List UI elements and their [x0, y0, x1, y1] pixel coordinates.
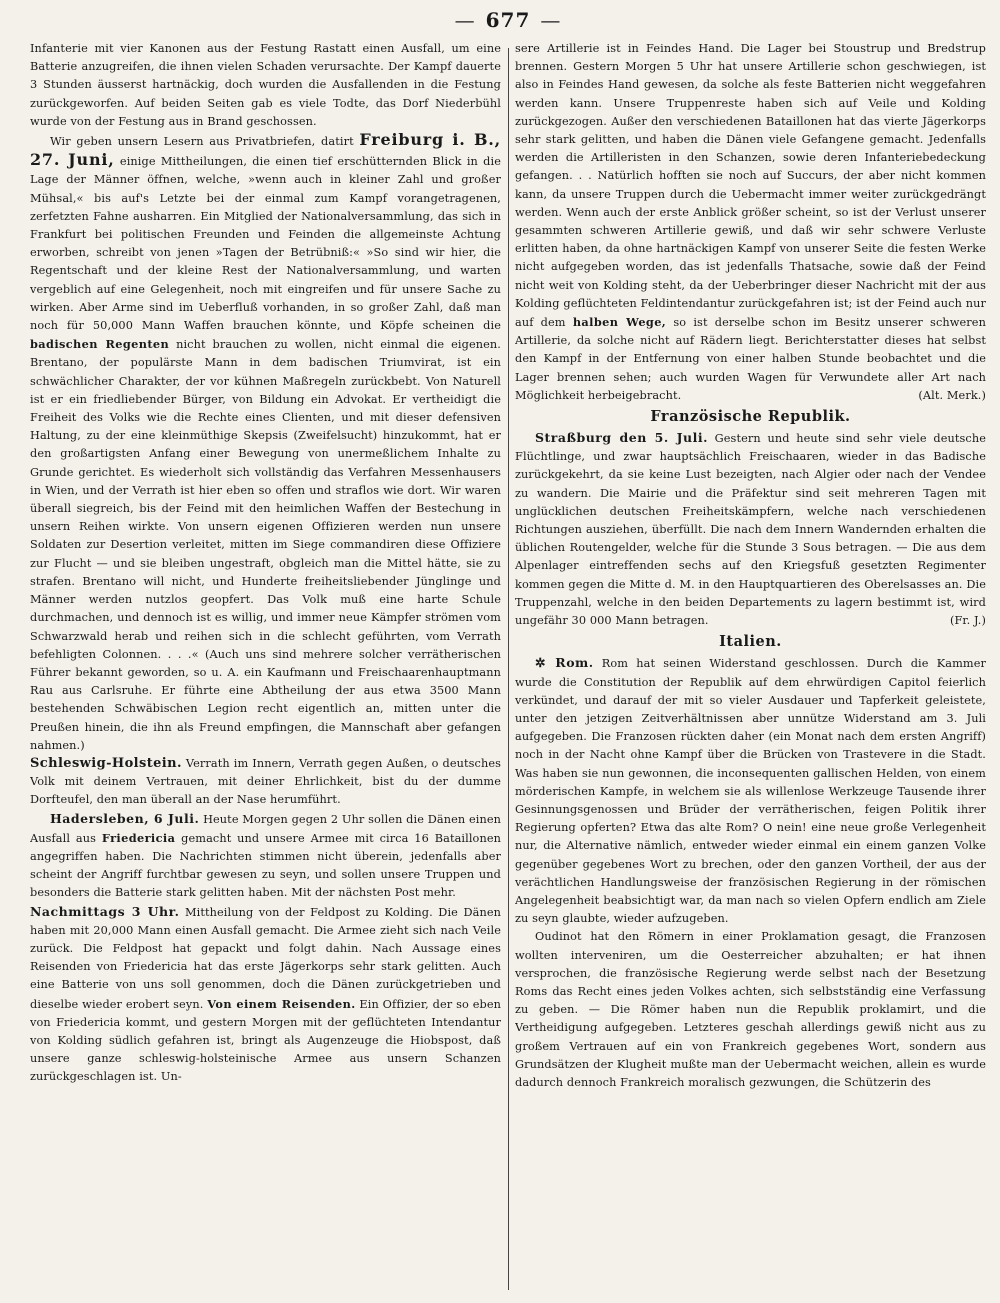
article-hadersleben-text-a: Heute Morgen gegen 2 Uhr sollen die Dänen einen Ausfall aus: [30, 812, 501, 845]
article-nachmittags-text-a: Mittheilung von der Feldpost zu Kolding. Die Dänen haben mit 20,000 Mann einen Ausfall gemacht. Die Armee zieht sich nach Veile zurück. Die Feldpost hat gepackt und folgt dahin. Nach Aussage eines Reisenden von Friedericia hat das erste Jägerkorps sehr stark gelitten. Auch eine Batterie von uns soll genommen, doch die Dänen zurückgetrieben und dieselbe wieder erobert seyn.: [30, 905, 501, 1011]
emphasis-halben-wege: halben Wege,: [572, 315, 667, 330]
right-column: [515, 40, 986, 1290]
section-heading-franzoesische-republik: Französische Republik.: [650, 408, 851, 426]
article-rom: [515, 654, 986, 928]
source-fr-j: (Fr. J.): [949, 614, 986, 628]
article-oudinot: Oudinot hat den Römern in einer Proklamation gesagt, die Franzosen wollten interveniren, um die Oesterreicher abzuhalten; er hat ihnen versprochen, die französische Regierung werde selbst nach der Besetzung Roms das Recht eines jeden Volkes achten, sich selbstständig eine Verfassung zu geben. — Die Römer haben nun die Republik proklamirt, und die Vertheidigung aufgegeben. Letzteres geschah allerdings gewiß nicht aus zu großem Vertrauen auf ein von Frankreich gegebenes Wort, sondern aus Grundsätzen der Klugheit mußte man der Uebermacht weichen, allein es wurde dadurch dennoch Frankreich moralisch gezwungen, die Schützerin des: [515, 930, 986, 1089]
page-header: [30, 0, 986, 40]
article-schanzen-continued: [515, 40, 986, 405]
page-number: 677: [485, 8, 531, 32]
article-strassburg: [515, 429, 986, 630]
dateline-strassburg: Straßburg den 5. Juli.: [535, 430, 708, 446]
article-freiburg: [30, 131, 501, 755]
article-schanzen-text-b: so ist derselbe schon im Besitz unserer schweren Artillerie, da solche nicht auf Rädern liegt. Berichterstatter dieses hat selbst den Kampf in der Entfernung von einer halben Stunde beobachtet und die Lager brennen sehen; auch wurden Wagen für Verwundete aller Art nach Möglichkeit herbeigebracht.: [515, 316, 986, 402]
article-nachmittags-text-b: Ein Offizier, der so eben von Friedericia kommt, und gestern Morgen mit der geflüchteten Intendantur von Kolding südlich gefahren ist, bringt als Augenzeuge die Hiobspost, daß unsere ganze schleswig-holsteinische Armee aus unsern Schanzen zurückgeschlagen ist. Un-: [30, 997, 501, 1084]
article-freiburg-text-b: nicht brauchen zu wollen, nicht einmal die eigenen. Brentano, der populärste Mann in dem badischen Triumvirat, ist ein schwächlicher Charakter, der vor kühnen Maßregeln zurückbebt. Von Naturell ist er ein friedliebender Bürger, von Bildung ein Advokat. Er vertheidigt die Freiheit des Volks wie die Rechte eines Clienten, und mit dieser defensiven Haltung, zu der eine kleinmüthige Skepsis (Zweifelsucht) hinzukommt, hat er den großartigsten Anfang einer Bewegung von unermeßlichem Inhalte zu Grunde gerichtet. Es wiederholt sich vollständig das Verfahren Messenhausers in Wien, und der Verrath ist hier eben so offen und straflos wie dort. Wir waren überall siegreich, bis der Feind mit den heimlichen Waffen der Bestechung in unsern Reihen wirkte. Von unsern eigenen Offizieren werden nun unsere Soldaten zur Desertion verleitet, mitten im Siege commandiren diese Offiziere zur Flucht — und sie bleiben ungestraft, obgleich man die Mittel hätte, sie zu strafen. Brentano will nicht, und Hunderte freiheitsliebender Jünglinge und Männer werden nutzlos geopfert. Das Volk muß eine harte Schule durchmachen, und dennoch ist es willig, und immer neue Kämpfer strömen vom Schwarzwald herab und reihen sich in die schlecht geführten, vom Verrath befehligten Colonnen. . . .« (Auch uns sind mehrere solcher verrätherischen Führer bekannt geworden, so u. A. ein Kaufmann und Freischaarenhauptmann Rau aus Carlsruhe. Er führte eine Abtheilung der aus etwa 3500 Mann bestehenden Schwäbischen Legion recht eigentlich an, mitten unter die Preußen hinein, die ihn als Freund empfingen, die Mannschaft aber gefangen nahmen.): [30, 338, 501, 752]
article-freiburg-text-a: einige Mittheilungen, die einen tief erschütternden Blick in die Lage der Männer öffnen, welche, »wenn auch in kleiner Zahl und großer Mühsal,« bis auf's Letzte bei der einmal zum Kampf vorangetragenen, zerfetzten Fahne ausharren. Ein Mitglied der Nationalversammlung, das sich in Frankfurt bei politischen Freunden und Feinden die allgemeinste Achtung erworben, schreibt von jenen »Tagen der Betrübniß:« »So sind wir hier, die Regentschaft und der kleine Rest der Nationalversammlung, und warten vergeblich auf eine Gelegenheit, noch mit eingreifen und für unsere Sache zu wirken. Aber Arme sind im Ueberfluß vorhanden, in so großer Zahl, daß man noch für 50,000 Mann Waffen brauchen könnte, und Köpfe scheinen die: [30, 155, 501, 333]
article-hadersleben: [30, 810, 501, 903]
article-schanzen-text-a: sere Artillerie ist in Feindes Hand. Die Lager bei Stoustrup und Bredstrup brennen. Gestern Morgen 5 Uhr hat unsere Artillerie schon geschwiegen, ist also in Feindes Hand gewesen, da solche als feste Batterien nicht weggefahren werden kann. Unsere Truppenreste haben sich auf Veile und Kolding zurückgezogen. Außer den verschiedenen Bataillonen hat das vierte Jägerkorps sehr stark gelitten, und haben die Dänen viele Gefangene gemacht. Jedenfalls werden die Artilleristen in den Schanzen, sowie deren Infanteriebedeckung gefangen. . . Natürlich hofften sie noch auf Succurs, der aber nicht kommen kann, da unsere Truppen durch die Uebermacht immer weiter zurückgedrängt werden. Wenn auch der erste Anblick größer scheint, so ist der Verlust unserer gesammten schweren Artillerie gewiß, und daß wir sehr schwere Verluste erlitten haben, da ohne hartnäckigen Kampf von unserer Seite die festen Werke nicht aufgegeben worden, das ist jedenfalls Thatsache, sowie daß der Feind nicht weit von Kolding steht, da der Ueberbringer dieser Nachricht mit der aus Kolding geflüchteten Feldintendantur zurückgefahren ist; ist der Feind auch nur auf dem: [515, 42, 986, 330]
section-heading-italien: Italien.: [719, 633, 782, 651]
article-hadersleben-text-b: gemacht und unsere Armee mit circa 16 Bataillonen angegriffen haben. Die Nachrichten stimmen nicht überein, jedenfalls aber scheint der Angriff furchtbar gewesen zu seyn, und sollen unsere Truppen und besonders die Batterie stark gelitten haben. Mit der nächsten Post mehr.: [30, 831, 501, 900]
emphasis-von-einem-reisenden: Von einem Reisenden.: [207, 996, 356, 1011]
source-alt-merk: (Alt. Merk.): [918, 388, 986, 402]
header-dash-left: —: [454, 8, 476, 32]
dateline-freiburg: Freiburg i. B., 27. Juni,: [30, 130, 501, 170]
dateline-nachmittags: Nachmittags 3 Uhr.: [30, 903, 180, 919]
column-rule: [508, 48, 509, 1290]
emphasis-friedericia: Friedericia: [101, 830, 176, 845]
article-rastatt-ending: Infanterie mit vier Kanonen aus der Festung Rastatt einen Ausfall, um eine Batterie anzugreifen, die ihnen vielen Schaden verursachte. Der Kampf dauerte 3 Stunden äusserst hartnäckig, doch wurden die Ausfallenden in die Festung zurückgeworfen. Auf beiden Seiten gab es viele Todte, das Dorf Niederbühl wurde von der Festung aus in Brand geschossen.: [30, 42, 501, 128]
article-strassburg-text: Gestern und heute sind sehr viele deutsche Flüchtlinge, und zwar hauptsächlich Freischaaren, wieder in das Badische zurückgekehrt, da sie keine Lust bezeigten, nach Algier oder nach der Vendee zu wandern. Die Mairie und die Präfektur sind seit mehreren Tagen mit unglücklichen deutschen Freiheitskämpfern, welche nach verschiedenen Richtungen ausziehen, überfüllt. Die nach dem Innern Wandernden erhalten die üblichen Routengelder, welche für die Stunde 3 Sous betragen. — Die aus dem Alpenlager eintreffenden sechs auf den Kriegsfuß gesetzten Regimenter kommen gegen die Mitte d. M. in den Hauptquartieren des Oberelsasses an. Die Truppenzahl, welche in den beiden Departements zu lagern bestimmt ist, wird ungefähr 30 000 Mann betragen.: [515, 432, 986, 628]
dateline-hadersleben: Hadersleben, 6 Juli.: [50, 810, 200, 826]
header-dash-right: —: [540, 8, 562, 32]
dateline-rom: ✲ Rom.: [535, 655, 594, 671]
article-rom-text: Rom hat seinen Widerstand geschlossen. Durch die Kammer wurde die Constitution der Republik auf dem ehrwürdigen Capitol feierlich verkündet, und darauf der mit so vieler Ausdauer und Tapferkeit geleistete, unter den jetzigen Zeitverhältnissen aber unnütze Widerstand am 3. Juli aufgegeben. Die Franzosen rückten daher (ein Monat nach dem ersten Angriff) noch in der Nacht ohne Kampf über die Brücken von Trastevere in die Stadt. Was haben sie nun gewonnen, die inconsequenten gallischen Helden, von einem mörderischen Kampfe, in welchem sie als willenlose Werkzeuge Tausende ihrer Gesinnungsgenossen und Brüder der verrätherischen, feigen Politik ihrer Regierung opferten? Etwa das alte Rom? O nein! eine neue große Verlegenheit nur, die Alternative nämlich, entweder wieder einmal ein einem ganzen Volke gegenüber gegebenes Wort zu brechen, oder den ganzen Vortheil, der aus der verächtlichen Handlungsweise der französischen Regierung in der römischen Angelegenheit beabsichtigt war, da man nach so vielen Opfern endlich am Ziele zu seyn glaubte, wieder aufzugeben.: [515, 657, 986, 926]
left-column: [30, 40, 501, 1290]
article-nachmittags: [30, 903, 501, 1087]
article-schleswig-holstein-text: Verrath im Innern, Verrath gegen Außen, o deutsches Volk mit deinem Vertrauen, mit deiner Ehrlichkeit, bist du der dumme Dorfteufel, den man überall an der Nase herumführt.: [30, 756, 501, 807]
article-schleswig-holstein: [30, 755, 501, 810]
emphasis-badische-regenten: badischen Regenten: [30, 337, 170, 352]
article-freiburg-intro: Wir geben unsern Lesern aus Privatbriefen, datirt: [50, 135, 354, 149]
text-columns: [30, 40, 986, 1290]
section-heading-schleswig-holstein: Schleswig-Holstein.: [30, 755, 182, 771]
